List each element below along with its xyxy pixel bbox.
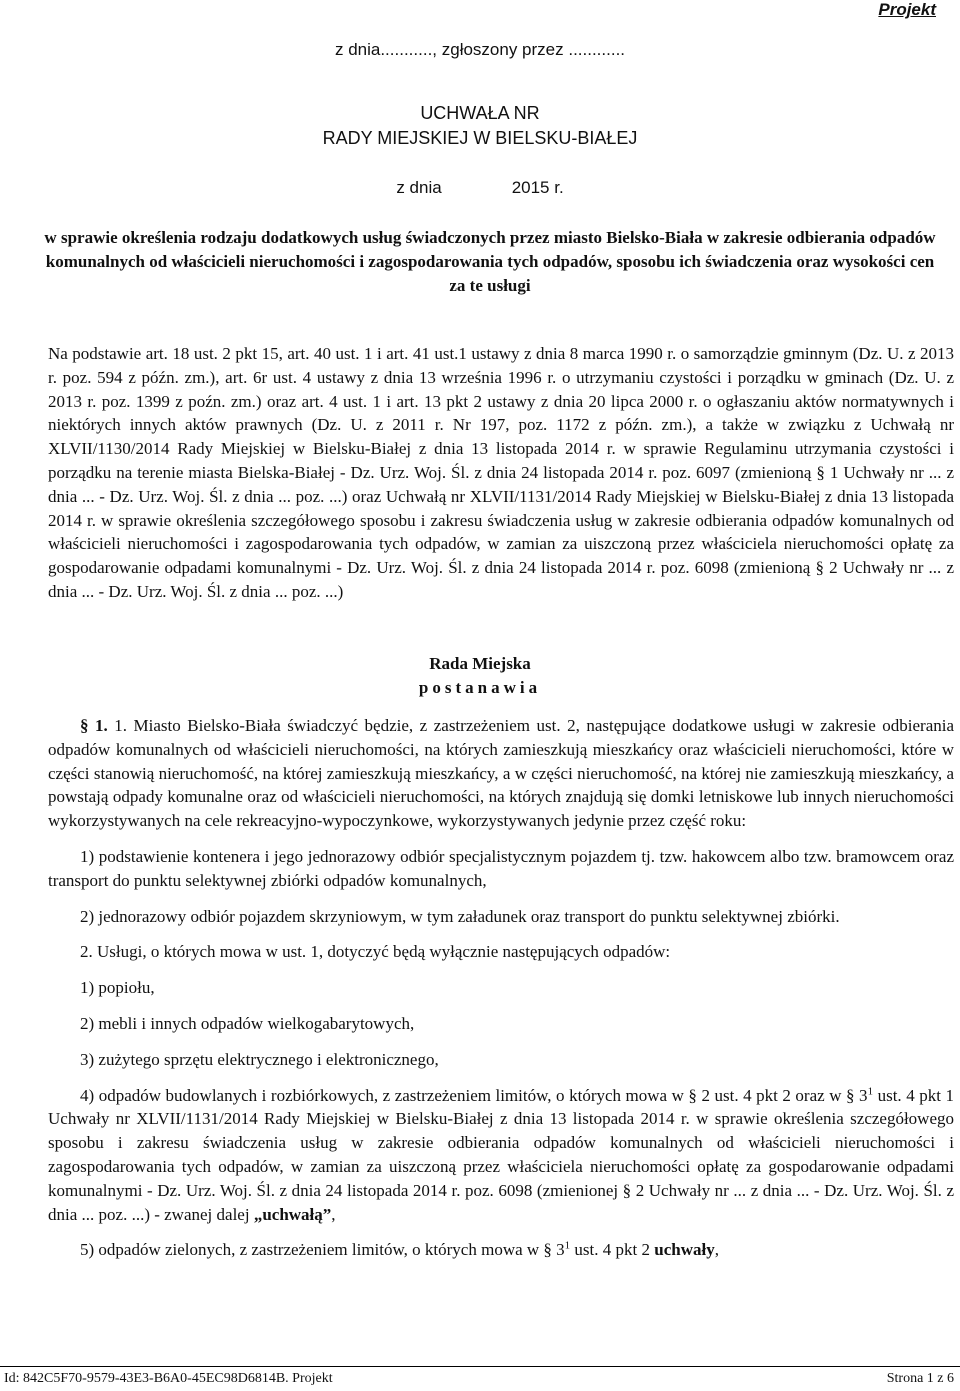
paragraph-1-label: § 1. xyxy=(80,716,108,735)
projekt-label: Projekt xyxy=(878,0,936,19)
document-id: Id: 842C5F70-9579-43E3-B6A0-45EC98D6814B. Projekt xyxy=(4,1371,333,1386)
waste-item-4: 4) odpadów budowlanych i rozbiórkowych, z zastrzeżeniem limitów, o których mowa w § 2 ust. 4 pkt 2 oraz w § $3^1$ ust. 4 pkt 1 Uchwały nr XLVII/1131/2014 Rady Miejskiej w Bielsku-Białej z dnia 13 listopada 2014 r. w sprawie określenia szczegółowego sposobu i zakresu świadczenia usług w zakresie odbierania odpadów komunalnych od właścicieli nieruchomości i zagospodarowania tych odpadów, w zamian za uiszczoną przez właściciela nieruchomości opłatę za gospodarowanie odpadami komunalnymi - Dz. Urz. Woj. Śl. z dnia 24 listopada 2014 r. poz. 6098 (zmienionej § 2 Uchwały nr ... z dnia ... - Dz. Urz. Woj. Śl. z dnia ... poz. ...) - zwanej dalej „uchwałą”, xyxy=(48,1084,954,1224)
page-footer xyxy=(0,1366,960,1386)
submitted-line: z dnia..........., zgłoszony przez ............ xyxy=(334,40,626,59)
council-decides: postanawia xyxy=(418,678,542,697)
service-item-1: 1) podstawienie kontenera i jego jednorazowy odbiór specjalistycznym pojazdem tj. tzw. hakowcem albo tzw. bramowcem oraz transport do punktu selektywnej zbiórki odpadów komunalnych, xyxy=(48,846,954,890)
section-2: 2. Usługi, o których mowa w ust. 1, dotyczyć będą wyłącznie następujących odpadów: xyxy=(80,942,671,962)
waste-item-1: 1) popiołu, xyxy=(80,978,155,998)
date-year: 2015 r. xyxy=(511,178,564,197)
council-decision xyxy=(0,652,960,700)
waste-item-2: 2) mebli i innych odpadów wielkogabarytowych, xyxy=(80,1013,415,1033)
legal-basis: Na podstawie art. 18 ust. 2 pkt 15, art. 40 ust. 1 i art. 41 ust.1 ustawy z dnia 8 marca 1990 r. o samorządzie gminnym (Dz. U. z 2013 r. poz. 594 z późn. zm.), art. 6r ust. 4 ustawy z dnia 13 września 1996 r. o utrzymaniu czystości i porządku w gminach (Dz. U. z 2013 r. poz. 1399 z poźn. zm.) oraz art. 4 ust. 1 i art. 13 pkt 2 ustawy z dnia 20 lipca 2000 r. o ogłaszaniu aktów normatywnych i niektórych innych aktów prawnych (Dz. U. z 2011 r. Nr 197, poz. 1172 z późn. zm.), a także w związku z Uchwałą nr XLVII/1130/2014 Rady Miejskiej w Bielsku-Białej z dnia 13 listopada 2014 r. w sprawie Regulaminu utrzymania czystości i porządku na terenie miasta Bielska-Białej - Dz. Urz. Woj. Śl. z dnia 24 listopada 2014 r. poz. 6097 (zmienioną § 1 Uchwały nr ... z dnia ... - Dz. Urz. Woj. Śl. z dnia ... poz. ...) oraz Uchwałą nr XLVII/1131/2014 Rady Miejskiej w Bielsku-Białej z dnia 13 listopada 2014 r. w sprawie określenia szczegółowego sposobu i zakresu świadczenia usług w zakresie odbierania odpadów komunalnych od właścicieli nieruchomości i zagospodarowania tych odpadów, w zamian za uiszczoną przez właściciela nieruchomości opłatę za gospodarowanie odpadami komunalnymi - Dz. Urz. Woj. Śl. z dnia 24 listopada 2014 r. poz. 6098 (zmienioną § 2 Uchwały nr ... z dnia ... - Dz. Urz. Woj. Śl. z dnia ... poz. ...) xyxy=(48,344,954,601)
date-prefix: z dnia xyxy=(396,178,442,197)
resolution-title: w sprawie określenia rodzaju dodatkowych usług świadczonych przez miasto Bielsko-Biała w zakresie odbierania odpadów komunalnych od właścicieli nieruchomości i zagospodarowania tych odpadów, sposobu ich świadczenia oraz wysokości cen za te usługi xyxy=(44,228,936,295)
resolution-date xyxy=(0,178,960,198)
service-item-2: 2) jednorazowy odbiór pojazdem skrzyniowym, w tym załadunek oraz transport do punktu selektywnej zbiórki. xyxy=(80,906,840,926)
council-name-header: RADY MIEJSKIEJ W BIELSKU-BIAŁEJ xyxy=(322,128,638,148)
page-number: Strona 1 z 6 xyxy=(886,1371,954,1386)
council-name: Rada Miejska xyxy=(429,654,531,673)
paragraph-1-text xyxy=(48,714,954,833)
resolution-number: UCHWAŁA NR xyxy=(420,103,540,123)
waste-item-3: 3) zużytego sprzętu elektrycznego i elektronicznego, xyxy=(80,1049,439,1069)
paragraph-1-body: 1. Miasto Bielsko-Biała świadczyć będzie, z zastrzeżeniem ust. 2, następujące dodatkowe usługi w zakresie odbierania odpadów komunalnych od właścicieli nieruchomości, na których zamieszkują mieszkańcy oraz właścicieli nieruchomości, które w części stanowią nieruchomość, na której zamieszkują mieszkańcy, a w części nieruchomość, na której nie zamieszkują mieszkańcy, a powstają odpady komunalne oraz od właścicieli nieruchomości, na których znajdują się domki letniskowe lub innych nieruchomości wykorzystywanych na cele rekreacyjno-wypoczynkowe, wykorzystywanych jedynie przez część roku: xyxy=(48,716,955,831)
waste-item-5: 5) odpadów zielonych, z zastrzeżeniem limitów, o których mowa w § $3^1$ ust. 4 pkt 2 uchwały, xyxy=(80,1239,719,1260)
paragraph-1 xyxy=(48,714,954,1262)
